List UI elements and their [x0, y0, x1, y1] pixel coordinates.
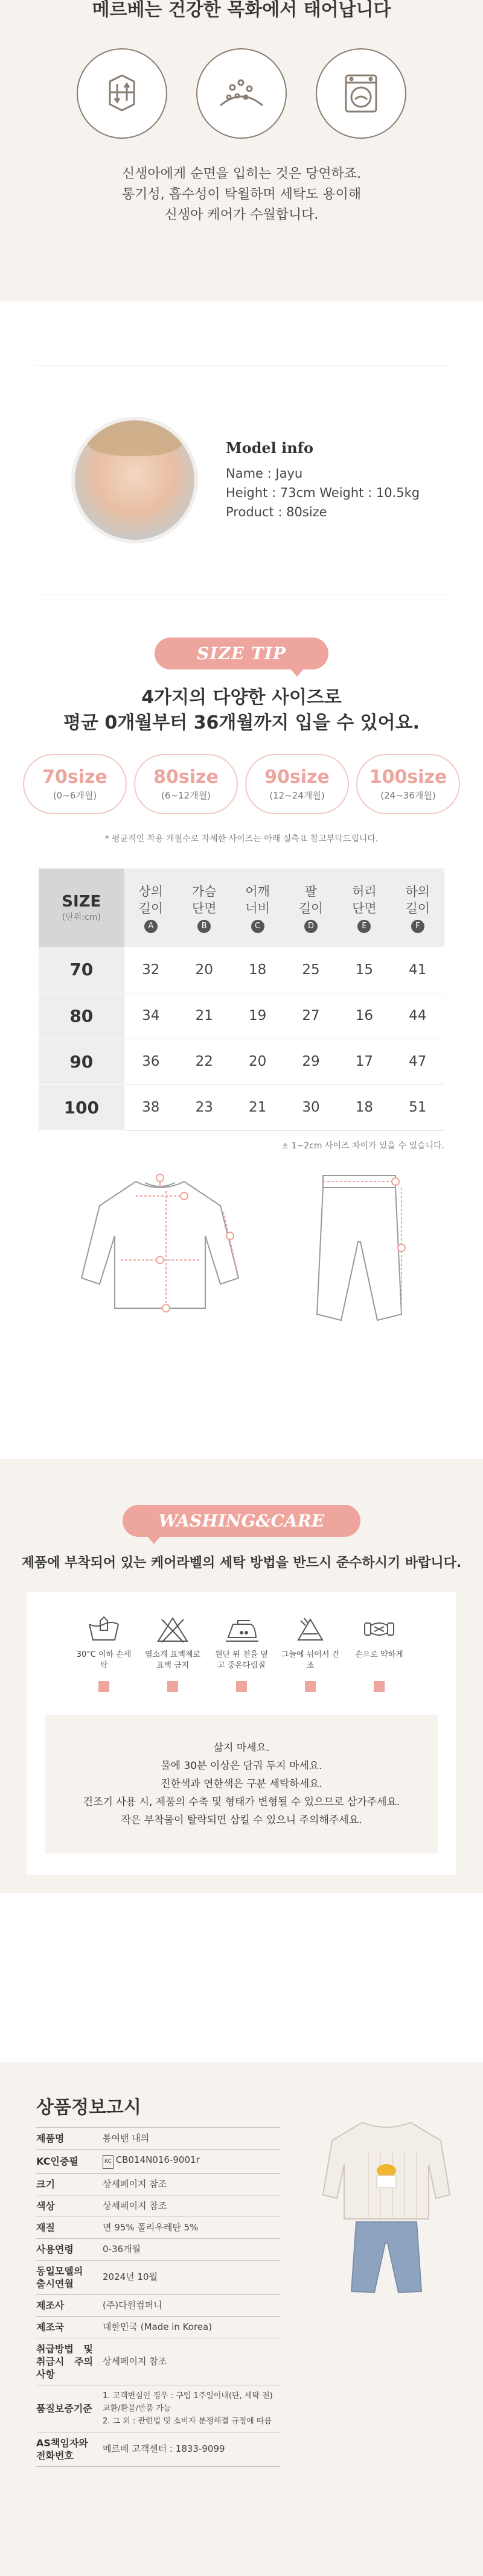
cotton-description — [0, 164, 483, 226]
cell: 38 — [124, 1084, 178, 1130]
size-option — [134, 754, 238, 814]
washing-note: 물에 30분 이상은 담궈 두지 마세요. — [161, 1759, 322, 1772]
size-option — [245, 754, 349, 814]
cell: 29 — [284, 1039, 337, 1084]
washing-note: 작은 부착물이 탈락되면 삼킬 수 있으니 주의해주세요. — [121, 1814, 362, 1826]
col-label: 길이 — [405, 900, 430, 916]
table-row — [39, 947, 444, 993]
size-tip-label: SIZE TIP — [155, 638, 328, 669]
row-size: 70 — [39, 947, 124, 993]
info-value: 상세페이지 참조 — [103, 2355, 167, 2367]
care-label: 손으로 약하게 — [355, 1650, 403, 1659]
size-option-age: (12~24개월) — [269, 790, 325, 801]
cell: 51 — [391, 1084, 444, 1130]
cell: 21 — [231, 1084, 284, 1130]
cotton-section — [0, 0, 483, 302]
model-product: Product : 80size — [226, 504, 327, 519]
cell: 17 — [337, 1039, 391, 1084]
model-height-weight: Height : 73cm Weight : 10.5kg — [226, 485, 420, 500]
col-badge: B — [197, 920, 211, 933]
info-key: 사용연령 — [36, 2243, 74, 2255]
spacer — [0, 302, 483, 365]
care-item — [142, 1616, 203, 1692]
size-col-header — [391, 869, 444, 947]
cell: 21 — [178, 993, 231, 1039]
info-key: 제조사 — [36, 2299, 65, 2311]
washing-note: 삶지 마세요. — [213, 1741, 270, 1754]
size-col-header — [231, 869, 284, 947]
care-marker — [98, 1681, 109, 1692]
cell: 47 — [391, 1039, 444, 1084]
washing-note: 건조기 사용 시, 제품의 수축 및 형태가 변형될 수 있으므로 삼가주세요. — [83, 1796, 400, 1808]
care-label: 그늘에 뉘어서 건조 — [281, 1650, 340, 1670]
cotton-desc-line: 통기성, 흡수성이 탁월하며 세탁도 용이해 — [121, 187, 362, 202]
garment-diagrams — [0, 1169, 483, 1338]
no-bleach-icon — [155, 1616, 191, 1644]
table-row — [36, 2338, 280, 2385]
col-badge: F — [411, 920, 424, 933]
col-badge: D — [304, 920, 318, 933]
info-value: 메르베 고객센터 : 1833-9099 — [103, 2443, 225, 2454]
col-label: 단면 — [191, 900, 217, 916]
wring-icon — [361, 1616, 397, 1644]
table-row — [36, 2173, 280, 2195]
info-value: 면 95% 폴리우레탄 5% — [103, 2221, 199, 2233]
table-row — [36, 2127, 280, 2149]
kc-mark-icon: KC — [103, 2155, 114, 2169]
care-item — [349, 1616, 409, 1692]
cell: 34 — [124, 993, 178, 1039]
care-marker — [305, 1681, 316, 1692]
size-option — [23, 754, 127, 814]
info-value: 1. 고객변심인 경우 : 구입 1주일이내(단, 세탁 전) 교환/환불/반품 가능 2. 그 외 : 관련법 및 소비자 분쟁해결 규정에 따름 — [103, 2391, 273, 2426]
info-key: 제조국 — [36, 2321, 65, 2333]
table-row — [36, 2385, 280, 2432]
cell: 27 — [284, 993, 337, 1039]
cell: 30 — [284, 1084, 337, 1130]
cell: 20 — [231, 1039, 284, 1084]
spacer — [0, 1338, 483, 1459]
size-table-footnote: ± 1~2cm 사이즈 차이가 있을 수 있습니다. — [281, 1141, 444, 1151]
cell: 19 — [231, 993, 284, 1039]
washing-headline: 제품에 부착되어 있는 케어라벨의 세탁 방법을 반드시 준수하시기 바랍니다. — [21, 1555, 462, 1571]
info-key: 재질 — [36, 2221, 55, 2233]
col-badge: C — [251, 920, 264, 933]
col-badge: A — [144, 920, 158, 933]
row-size: 100 — [39, 1084, 124, 1130]
table-row — [36, 2432, 280, 2466]
table-row — [36, 2217, 280, 2238]
row-size: 80 — [39, 993, 124, 1039]
size-unit: (단위:cm) — [62, 913, 101, 922]
cell: 20 — [178, 947, 231, 993]
info-key: 동일모델의 출시연월 — [36, 2265, 83, 2290]
size-table — [39, 869, 444, 1131]
breathable-icon — [77, 48, 167, 139]
size-option-label: 100size — [369, 767, 447, 788]
info-value-text: CB014N016-9001r — [115, 2154, 200, 2165]
col-label: 허리 — [352, 884, 377, 899]
product-info-title: 상품정보고시 — [36, 2097, 141, 2118]
size-col-header — [337, 869, 391, 947]
size-tip-headline — [0, 685, 483, 736]
info-value: 상세페이지 참조 — [103, 2200, 167, 2211]
col-label: 가슴 — [191, 884, 217, 899]
info-value: 봉여밴 내의 — [103, 2132, 150, 2144]
info-key: 색상 — [36, 2200, 55, 2212]
info-value: 상세페이지 참조 — [103, 2178, 167, 2189]
washing-notes — [45, 1715, 438, 1853]
care-marker — [374, 1681, 385, 1692]
table-row — [39, 993, 444, 1039]
washing-label: WASHING&CARE — [123, 1505, 361, 1537]
cell: 22 — [178, 1039, 231, 1084]
col-label: 상의 — [138, 884, 164, 899]
info-key: 제품명 — [36, 2132, 65, 2144]
info-key: 품질보증기준 — [36, 2402, 92, 2414]
care-item — [280, 1616, 341, 1692]
care-label: 30°C 이하 손세탁 — [76, 1650, 132, 1670]
cotton-desc-line: 신생아 케어가 수월합니다. — [164, 207, 319, 223]
col-label: 길이 — [138, 900, 164, 916]
product-info-section — [0, 2062, 483, 2576]
size-table-header — [39, 869, 444, 947]
info-key: AS책임자와 전화번호 — [36, 2437, 88, 2461]
cell: 32 — [124, 947, 178, 993]
table-row — [36, 2260, 280, 2294]
cell: 23 — [178, 1084, 231, 1130]
table-row — [36, 2316, 280, 2338]
care-marker — [167, 1681, 178, 1692]
cell: 15 — [337, 947, 391, 993]
info-key: KC인증필 — [36, 2155, 78, 2167]
cell: 41 — [391, 947, 444, 993]
size-option-age: (0~6개월) — [53, 790, 97, 801]
washer-icon — [316, 48, 406, 139]
info-value — [99, 2149, 280, 2173]
size-note: * 평균적인 착용 개월수로 자세한 사이즈는 아래 실측표 참고부탁드립니다. — [104, 834, 379, 844]
info-key: 취급방법 및 취급시 주의사항 — [36, 2343, 93, 2380]
care-label: 염소계 표백제로 표백 금지 — [144, 1650, 201, 1670]
product-info-table — [36, 2127, 280, 2467]
size-headline-line: 4가지의 다양한 사이즈로 — [141, 687, 342, 708]
cell: 25 — [284, 947, 337, 993]
table-row — [36, 2195, 280, 2217]
col-label: 팔 — [304, 884, 318, 899]
model-section — [0, 366, 483, 595]
washing-note: 진한색과 연한색은 구분 세탁하세요. — [161, 1777, 322, 1790]
table-row — [36, 2294, 280, 2316]
info-key: 크기 — [36, 2178, 55, 2190]
size-table-corner — [39, 869, 124, 947]
size-option-label: 70size — [42, 767, 107, 788]
size-headline-line: 평균 0개월부터 36개월까지 입을 수 있어요. — [63, 712, 420, 733]
info-value: (주)다원컴퍼니 — [103, 2299, 162, 2311]
spacer — [0, 1893, 483, 2062]
col-label: 길이 — [298, 900, 324, 916]
info-value: 대한민국 (Made in Korea) — [103, 2321, 213, 2332]
size-option-label: 80size — [153, 767, 219, 788]
size-col-header — [284, 869, 337, 947]
hand-wash-icon — [86, 1616, 122, 1644]
size-col-header — [124, 869, 178, 947]
col-label: 어깨 — [245, 884, 270, 899]
size-option-label: 90size — [264, 767, 330, 788]
table-row — [39, 1084, 444, 1130]
table-row — [36, 2238, 280, 2260]
table-row — [36, 2149, 280, 2173]
shade-dry-icon — [292, 1616, 328, 1644]
cell: 44 — [391, 993, 444, 1039]
model-name: Name : Jayu — [226, 466, 303, 481]
size-corner-label: SIZE — [62, 893, 101, 911]
top-garment-diagram — [75, 1169, 245, 1326]
model-photo — [71, 417, 198, 543]
washing-section — [0, 1459, 483, 1893]
info-value: 0-36개월 — [103, 2243, 141, 2255]
care-box — [27, 1592, 456, 1875]
col-badge: E — [357, 920, 371, 933]
size-option-age: (6~12개월) — [161, 790, 211, 801]
size-col-header — [178, 869, 231, 947]
cell: 18 — [337, 1084, 391, 1130]
cell: 16 — [337, 993, 391, 1039]
model-info-title: Model info — [226, 438, 313, 457]
info-value: 2024년 10월 — [103, 2271, 158, 2282]
size-option — [356, 754, 460, 814]
cotton-icons-row — [0, 48, 483, 139]
care-marker — [236, 1681, 247, 1692]
size-tip-section — [0, 595, 483, 1338]
size-options — [0, 754, 483, 814]
row-size: 90 — [39, 1039, 124, 1084]
iron-icon — [223, 1616, 260, 1644]
table-row — [39, 1039, 444, 1084]
care-item — [211, 1616, 272, 1692]
size-option-age: (24~36개월) — [380, 790, 436, 801]
cotton-icon — [196, 48, 287, 139]
care-symbols — [39, 1616, 444, 1692]
cell: 18 — [231, 947, 284, 993]
bottom-garment-diagram — [311, 1169, 408, 1332]
cotton-desc-line: 신생아에게 순면을 입히는 것은 당연하죠. — [121, 166, 362, 182]
col-label: 단면 — [352, 900, 377, 916]
cotton-title: 메르베는 건강한 목화에서 태어납니다 — [92, 0, 391, 21]
care-label: 원단 위 천을 덮고 중온다림질 — [215, 1650, 268, 1670]
cell: 36 — [124, 1039, 178, 1084]
col-label: 하의 — [405, 884, 430, 899]
model-info — [226, 439, 420, 522]
product-illustration — [320, 2110, 453, 2297]
col-label: 너비 — [245, 900, 270, 916]
care-item — [74, 1616, 134, 1692]
